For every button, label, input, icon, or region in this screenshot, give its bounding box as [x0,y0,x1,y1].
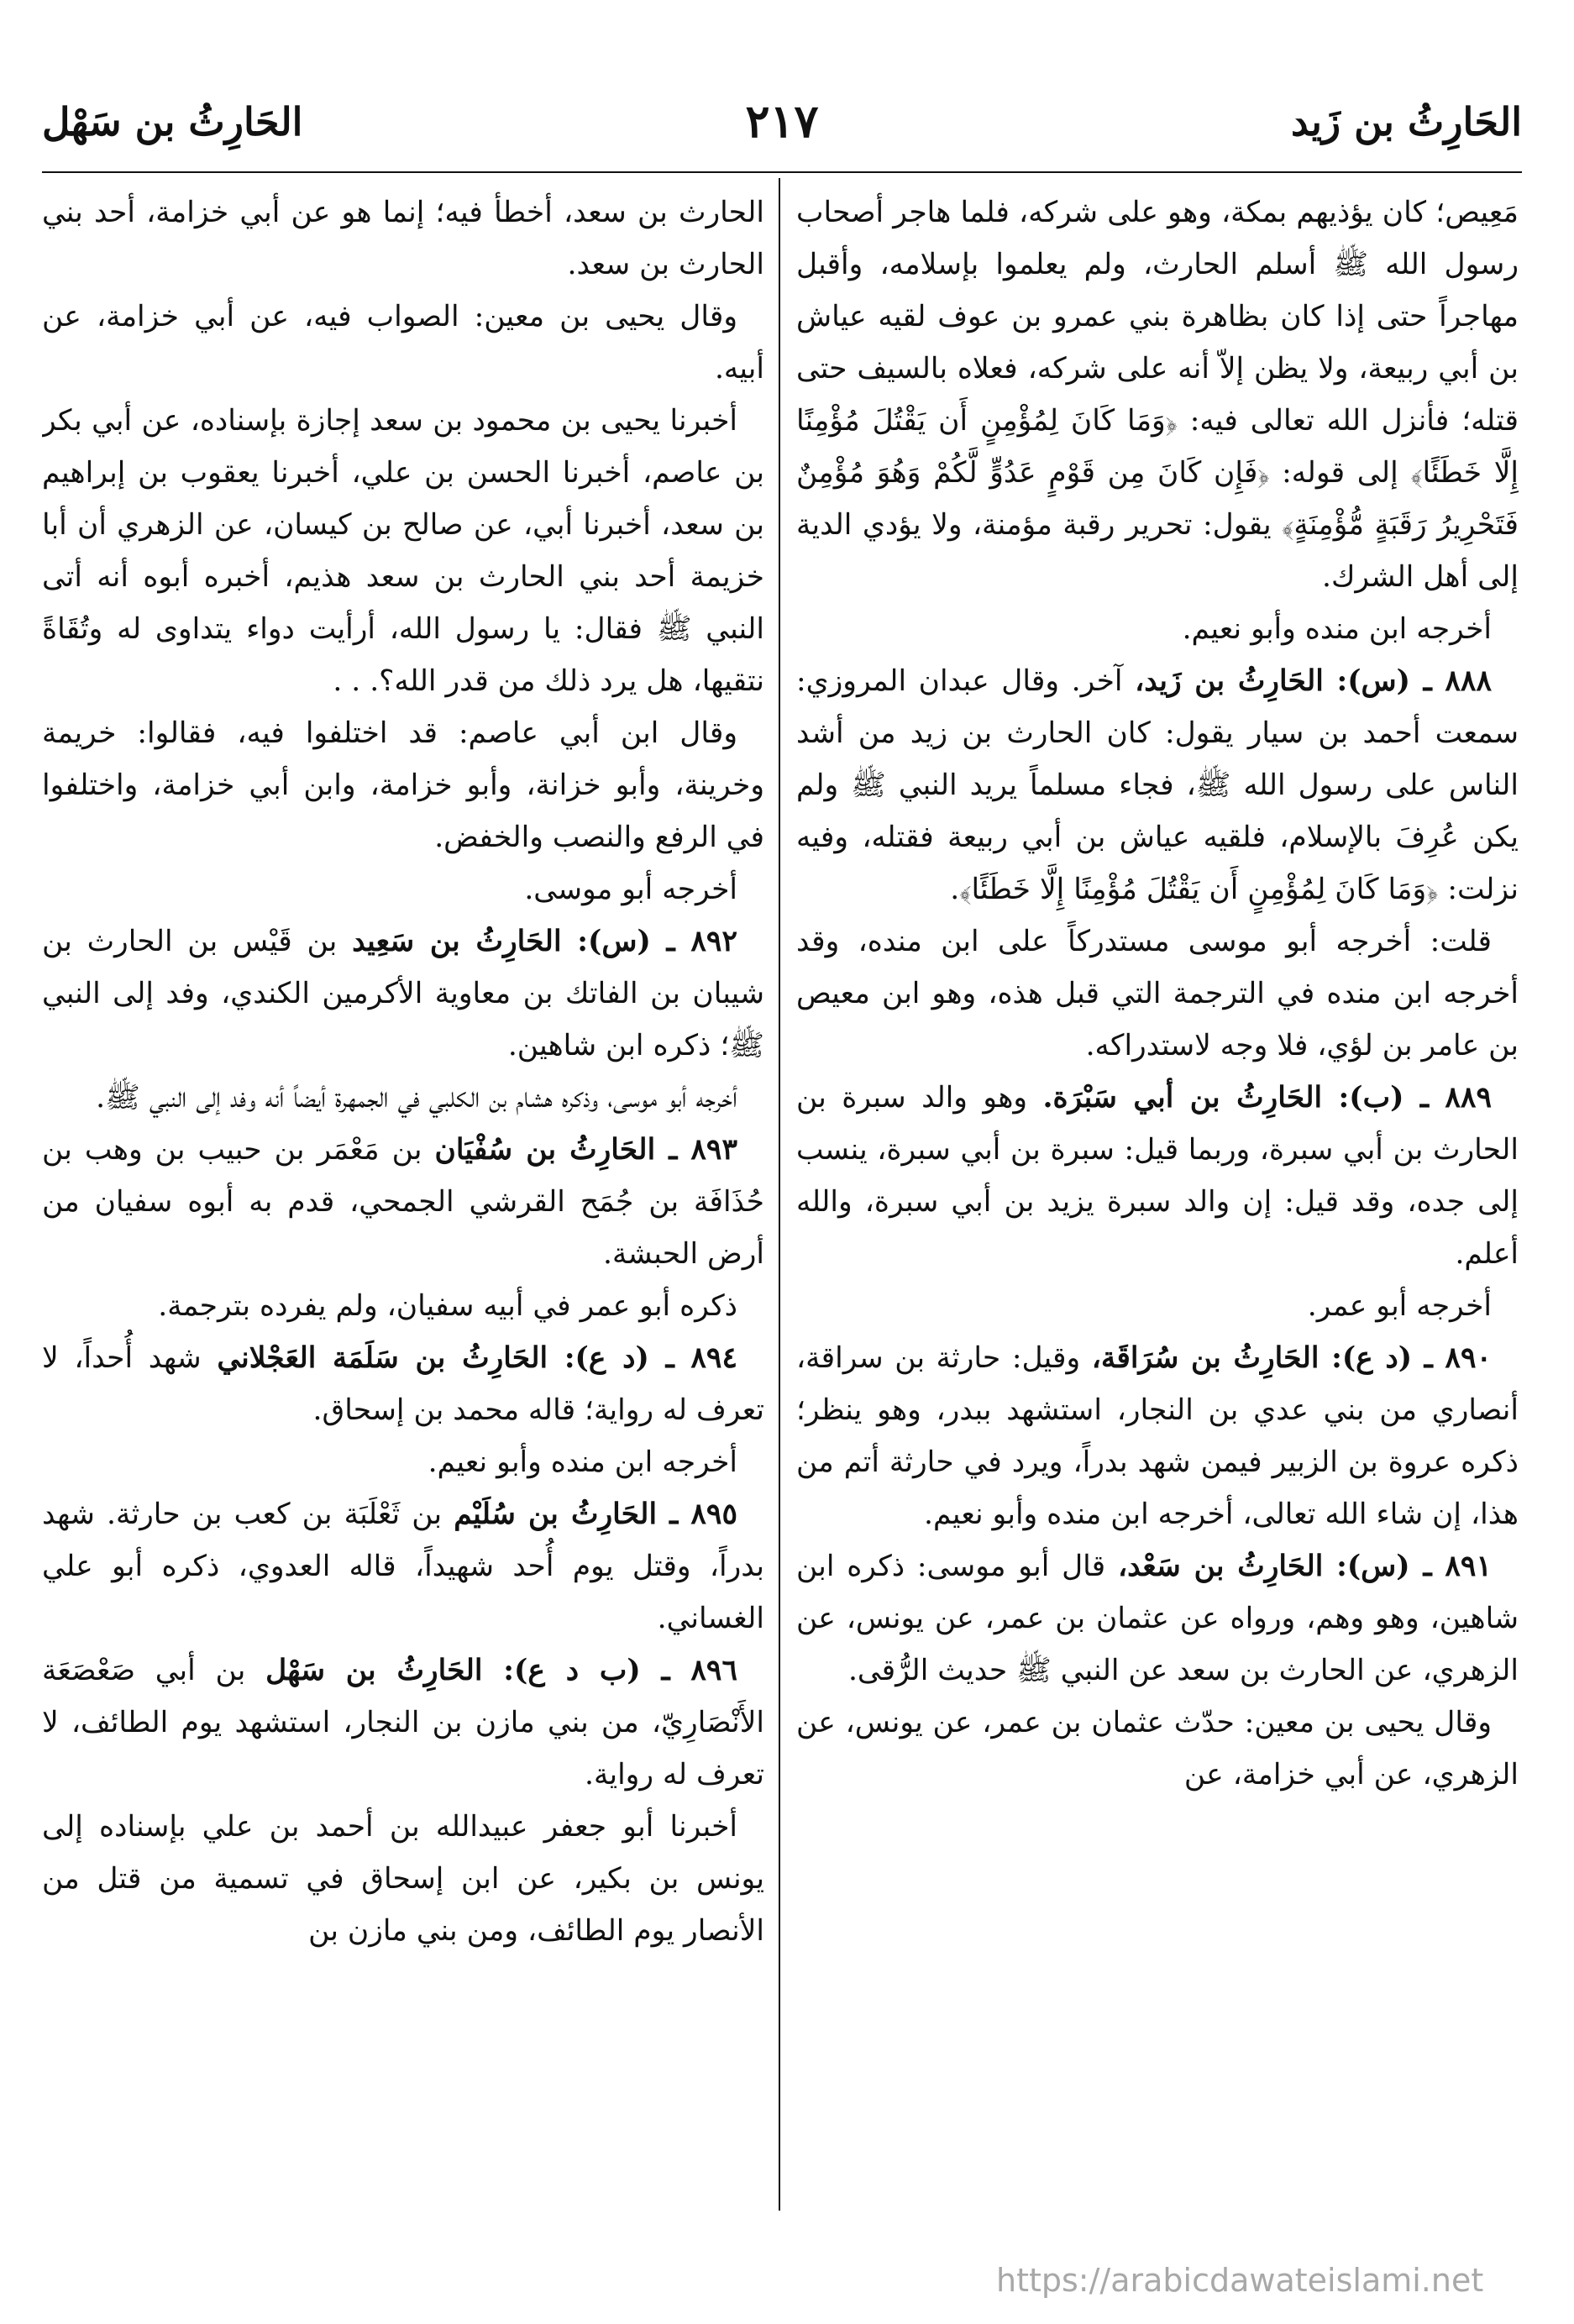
entry-heading: ـ (د ع): الحَارِثُ بن سُرَاقَة، [1091,1341,1445,1375]
text-paragraph [796,1280,1519,1332]
entry-number: ٨٩١ [1445,1550,1492,1583]
entry-number: ٨٩٠ [1445,1341,1493,1375]
text-paragraph [796,603,1519,655]
entry-heading: ـ الحَارِثُ بن سُفْيَان [434,1133,691,1167]
entry-number: ٨٩٢ [690,925,737,958]
watermark-url: https://arabicdawateislami.net [996,2262,1484,2299]
page-number: ٢١٧ [745,94,819,148]
paragraph-text: أخرجه ابن منده وأبو نعيم. [428,1445,737,1479]
entry-heading: ـ (ب): الحَارِثُ بن أبي سَبْرَة. [1042,1081,1445,1115]
text-paragraph [42,1801,764,1957]
paragraph-text: وهو والد سبرة بن الحارث بن أبي سبرة، وربما قيل: سبرة بن أبي سبرة، ينسب إلى جده، وقد قيل: إن والد سبرة يزيد بن أبي سبرة، والله أعلم. [796,1081,1519,1271]
entry-number: ٨٩٥ [690,1498,737,1531]
entry-number: ٨٨٨ [1445,664,1492,698]
entry-paragraph [796,1072,1519,1280]
entry-heading: ـ الحَارِثُ بن سُلَيْم [454,1498,691,1531]
paragraph-text: وقال ابن أبي عاصم: قد اختلفوا فيه، فقالوا: خريمة وخرينة، وأبو خزانة، وأبو خزامة، وابن أبي خزامة، واختلفوا في الرفع والنصب والخفض. [42,716,764,854]
entry-number: ٨٩٦ [690,1654,737,1687]
paragraph-text: أخرجه أبو موسى، وذكره هشام بن الكلبي في الجمهرة أيضاً أنه وفد إلى النبي ﷺ. [96,1081,737,1115]
entry-paragraph [42,1488,764,1645]
entry-number: ٨٨٩ [1445,1081,1492,1115]
paragraph-text: أخرجه ابن منده وأبو نعيم. [1182,612,1492,646]
page-header [42,94,1522,165]
header-right-title: الحَارِثُ بن زَيد [1290,99,1522,144]
entry-heading: ـ (د ع): الحَارِثُ بن سَلَمَة العَجْلاني [217,1341,691,1375]
text-paragraph [42,1072,764,1124]
paragraph-text: بن أبي صَعْصَعَة الأَنْصَارِيّ، من بني مازن بن النجار، استشهد يوم الطائف، لا تعرف له رواية. [42,1654,764,1792]
text-paragraph [42,707,764,863]
entry-paragraph [796,655,1519,915]
paragraph-text: بن ثَعْلَبَة بن كعب بن حارثة. شهد بدراً، وقتل يوم أُحد شهيداً، قاله العدوي، ذكره أبو علي الغساني. [42,1498,764,1635]
text-paragraph [42,291,764,395]
paragraph-text: بن قَيْس بن الحارث بن شيبان بن الفاتك بن معاوية الأكرمين الكندي، وفد إلى النبي ﷺ؛ ذكره ابن شاهين. [42,925,764,1062]
entry-heading: ـ (س): الحَارِثُ بن زَيد، [1135,664,1445,698]
paragraph-text: شهد أُحداً، لا تعرف له رواية؛ قاله محمد بن إسحاق. [42,1341,764,1427]
text-paragraph [42,1280,764,1332]
paragraph-text: أخبرنا أبو جعفر عبيدالله بن أحمد بن علي بإسناده إلى يونس بن بكير، عن ابن إسحاق في تسمية من قتل من الأنصار يوم الطائف، ومن بني مازن بن [42,1810,764,1948]
text-paragraph [42,1436,764,1488]
paragraph-text: بن مَعْمَر بن حبيب بن وهب بن حُذَافَة بن جُمَح القرشي الجمحي، قدم به أبوه سفيان من أرض الحبشة. [42,1133,764,1271]
entry-paragraph [42,1332,764,1436]
paragraph-text: أخرجه أبو عمر. [1307,1289,1492,1323]
paragraph-text: وقيل: حارثة بن سراقة، أنصاري من بني عدي بن النجار، استشهد ببدر، وهو ينظر؛ ذكره عروة بن الزبير فيمن شهد بدراً، ويرد في حارثة أتم من هذا، إن شاء الله تعالى، أخرجه ابن منده وأبو نعيم. [796,1341,1519,1531]
entry-paragraph [796,1332,1519,1540]
paragraph-text: وقال يحيى بن معين: الصواب فيه، عن أبي خزامة، عن أبيه. [42,300,764,386]
left-column [42,186,764,2219]
entry-paragraph [42,915,764,1072]
text-paragraph [796,1697,1519,1801]
paragraph-text: قال أبو موسى: ذكره ابن شاهين، وهو وهم، ورواه عن عثمان بن عمر، عن يونس، عن الزهري، عن الحارث بن سعد عن النبي ﷺ حديث الرُّقى. [796,1550,1519,1687]
paragraph-text: أخرجه أبو موسى. [524,873,737,906]
entry-number: ٨٩٣ [690,1133,737,1167]
paragraph-text: آخر. وقال عبدان المروزي: سمعت أحمد بن سيار يقول: كان الحارث بن زيد من أشد الناس على رسول الله ﷺ، فجاء مسلماً يريد النبي ﷺ ولم يكن عُرِفَ بالإسلام، فلقيه عياش بن أبي ربيعة فقتله، وفيه نزلت: ﴿وَمَا كَانَ لِمُؤْمِنٍ أَن يَقْتُلَ مُؤْمِنًا إِلَّا خَطَئًا﴾. [796,664,1519,906]
text-paragraph [796,186,1519,603]
entry-heading: ـ (س): الحَارِثُ بن سَعْد، [1117,1550,1445,1583]
header-rule [42,171,1522,173]
text-paragraph [42,395,764,707]
paragraph-text: أخبرنا يحيى بن محمود بن سعد إجازة بإسناده، عن أبي بكر بن عاصم، أخبرنا الحسن بن علي، أخبرنا يعقوب بن إبراهيم بن سعد، أخبرنا أبي، عن صالح بن كيسان، عن الزهري أن أبا خزيمة أحد بني الحارث بن سعد هذيم، أخبره أبوه أنه أتى النبي ﷺ فقال: يا رسول الله، أرأيت دواء يتداوى له وتُقَاةً نتقيها، هل يرد ذلك من قدر الله؟. . . [42,404,764,698]
entry-heading: ـ (ب د ع): الحَارِثُ بن سَهْل [265,1654,691,1687]
text-paragraph [42,863,764,915]
right-column [796,186,1519,2219]
header-left-title: الحَارِثُ بن سَهْل [42,99,303,144]
text-paragraph [42,186,764,291]
entry-heading: ـ (س): الحَارِثُ بن سَعِيد [352,925,691,958]
column-divider [779,178,780,2211]
paragraph-text: الحارث بن سعد، أخطأ فيه؛ إنما هو عن أبي خزامة، أحد بني الحارث بن سعد. [42,196,764,281]
paragraph-text: ذكره أبو عمر في أبيه سفيان، ولم يفرده بترجمة. [158,1289,737,1323]
paragraph-text: قلت: أخرجه أبو موسى مستدركاً على ابن منده، وقد أخرجه ابن منده في الترجمة التي قبل هذه، وهو ابن معيص بن عامر بن لؤي، فلا وجه لاستدراكه. [796,925,1519,1062]
entry-paragraph [42,1645,764,1801]
entry-paragraph [42,1124,764,1280]
paragraph-text: وقال يحيى بن معين: حدّث عثمان بن عمر، عن يونس، عن الزهري، عن أبي خزامة، عن [796,1706,1519,1792]
text-paragraph [796,915,1519,1072]
entry-number: ٨٩٤ [690,1341,737,1375]
entry-paragraph [796,1540,1519,1697]
paragraph-text: مَعِيص؛ كان يؤذيهم بمكة، وهو على شركه، فلما هاجر أصحاب رسول الله ﷺ أسلم الحارث، ولم يعلموا بإسلامه، وأقبل مهاجراً حتى إذا كان بظاهرة بني عمرو بن عوف لقيه عياش بن أبي ربيعة، ولا يظن إلاّ أنه على شركه، فعلاه بالسيف حتى قتله؛ فأنزل الله تعالى فيه: ﴿وَمَا كَانَ لِمُؤْمِنٍ أَن يَقْتُلَ مُؤْمِنًا إِلَّا خَطَئًا﴾ إلى قوله: ﴿فَإِن كَانَ مِن قَوْمٍ عَدُوٍّ لَّكُمْ وَهُوَ مُؤْمِنٌ فَتَحْرِيرُ رَقَبَةٍ مُّؤْمِنَةٍ﴾ يقول: تحرير رقبة مؤمنة، ولا يؤدي الدية إلى أهل الشرك. [796,196,1519,594]
